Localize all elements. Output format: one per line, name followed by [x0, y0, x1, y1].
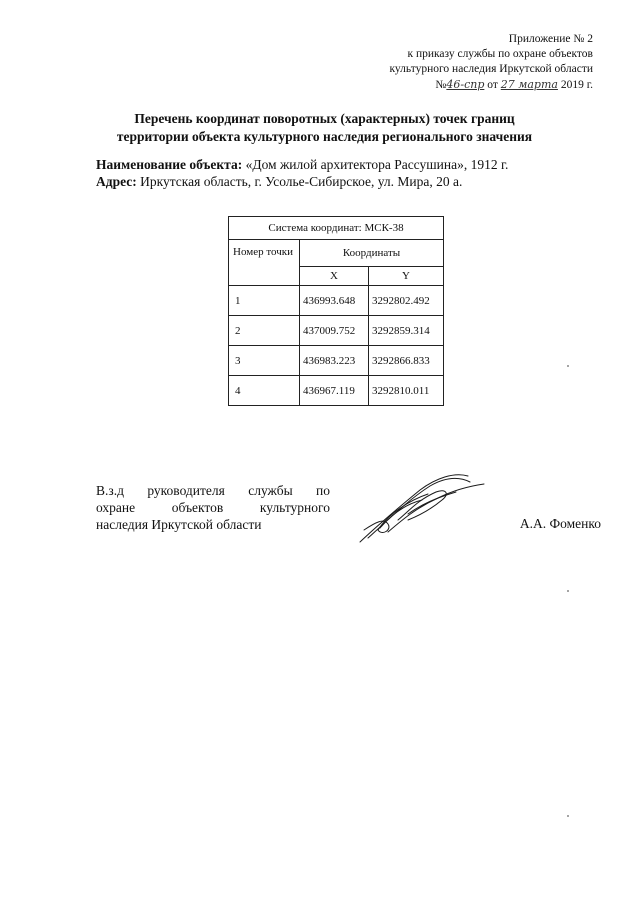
title-line-2: территории объекта культурного наследия регионального значения	[116, 129, 533, 144]
object-name-value: «Дом жилой архитектора Рассушина», 1912 г.	[245, 157, 509, 172]
point-number: 2	[229, 316, 300, 346]
appendix-line-2: к приказу службы по охране объектов	[407, 48, 593, 60]
x-value: 436983.223	[300, 346, 369, 376]
appendix-header	[390, 32, 594, 93]
y-value: 3292866.833	[369, 346, 444, 376]
order-year: 2019 г.	[560, 79, 593, 91]
position-line-1: В.з.д руководителя службы по	[96, 483, 330, 498]
point-number: 4	[229, 376, 300, 406]
object-name-line	[96, 156, 508, 173]
y-value: 3292810.011	[369, 376, 444, 406]
x-value: 436967.119	[300, 376, 369, 406]
table-row	[229, 286, 444, 316]
y-value: 3292859.314	[369, 316, 444, 346]
x-header: X	[300, 267, 369, 286]
x-value: 436993.648	[300, 286, 369, 316]
signatory-name: А.А. Фоменко	[519, 516, 601, 531]
object-name-label: Наименование объекта:	[96, 157, 243, 172]
y-value: 3292802.492	[369, 286, 444, 316]
order-number-handwritten: 46-спр	[446, 78, 485, 91]
y-header: Y	[369, 267, 444, 286]
object-address-value: Иркутская область, г. Усолье-Сибирское, ул. Мира, 20 а.	[140, 174, 463, 189]
table-row	[229, 316, 444, 346]
object-address-line	[96, 173, 508, 190]
position-line-3: наследия Иркутской области	[96, 517, 262, 532]
title-line-1: Перечень координат поворотных (характерных) точек границ	[134, 111, 515, 126]
scan-speck	[567, 365, 569, 367]
scan-speck	[567, 590, 569, 592]
object-address-label: Адрес:	[96, 174, 137, 189]
order-date-handwritten: 27 марта	[500, 78, 558, 91]
handwritten-signature	[358, 470, 488, 545]
appendix-line-1: Приложение № 2	[508, 33, 593, 45]
table-row	[229, 376, 444, 406]
appendix-order-line	[390, 77, 594, 93]
x-value: 437009.752	[300, 316, 369, 346]
point-number-header: Номер точки	[229, 240, 300, 286]
order-number-prefix: №	[435, 79, 447, 91]
order-date-separator: от	[487, 79, 498, 91]
position-line-2: охране объектов культурного	[96, 500, 330, 515]
point-number: 1	[229, 286, 300, 316]
object-info	[96, 156, 508, 190]
signatory-position	[96, 482, 330, 533]
point-number: 3	[229, 346, 300, 376]
appendix-line-3: культурного наследия Иркутской области	[389, 63, 593, 75]
coordinates-header: Координаты	[300, 240, 444, 267]
document-title	[40, 110, 609, 146]
coordinates-table	[228, 216, 444, 406]
scan-speck	[567, 815, 569, 817]
coordinate-system-header: Система координат: МСК-38	[229, 217, 444, 240]
table-row	[229, 346, 444, 376]
